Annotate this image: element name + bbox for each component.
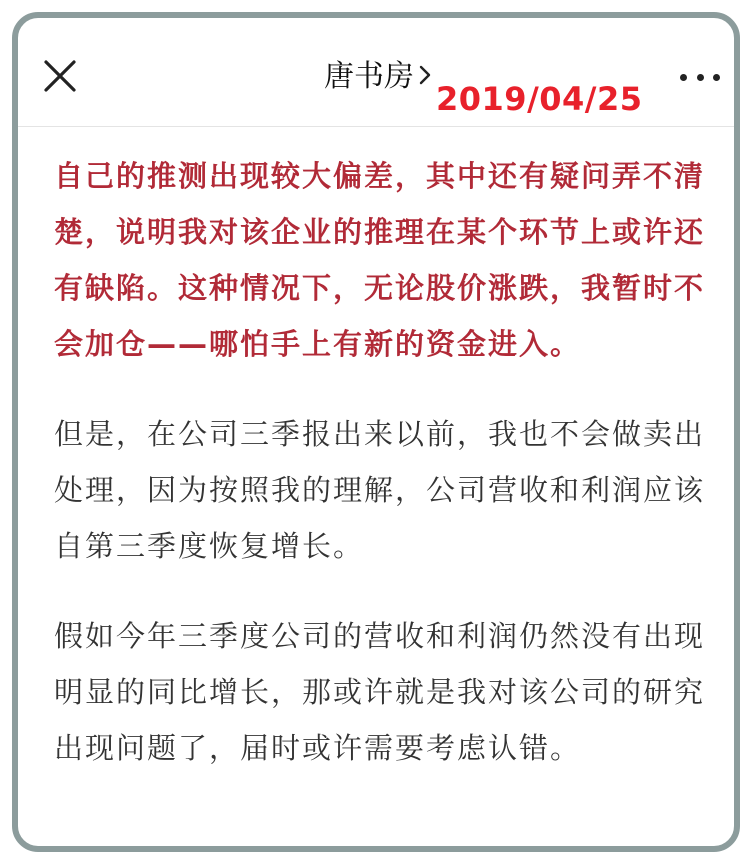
more-dot — [713, 74, 720, 81]
highlight-paragraph: 自己的推测出现较大偏差，其中还有疑问弄不清楚，说明我对该企业的推理在某个环节上或许还有缺陷。这种情况下，无论股价涨跌，我暂时不会加仓——哪怕手上有新的资金进入。 — [54, 159, 706, 361]
more-dots-icon — [680, 74, 687, 81]
close-button[interactable] — [42, 58, 78, 94]
body-paragraph: 但是，在公司三季报出来以前，我也不会做卖出处理，因为按照我的理解，公司营收和利润应该自第三季度恢复增长。 — [54, 417, 706, 563]
chevron-right-icon — [418, 57, 432, 97]
date-stamp: 2019/04/25 — [436, 80, 643, 118]
article-body — [54, 148, 710, 810]
close-icon — [42, 58, 78, 94]
more-dot — [697, 74, 704, 81]
page-title: 唐书房 — [324, 59, 414, 94]
nav-header — [18, 18, 734, 127]
article-window — [12, 12, 740, 852]
body-paragraph: 假如今年三季度公司的营收和利润仍然没有出现明显的同比增长，那或许就是我对该公司的研究出现问题了，届时或许需要考虑认错。 — [54, 619, 706, 765]
account-title-link[interactable] — [324, 57, 432, 97]
more-button[interactable] — [680, 70, 720, 84]
